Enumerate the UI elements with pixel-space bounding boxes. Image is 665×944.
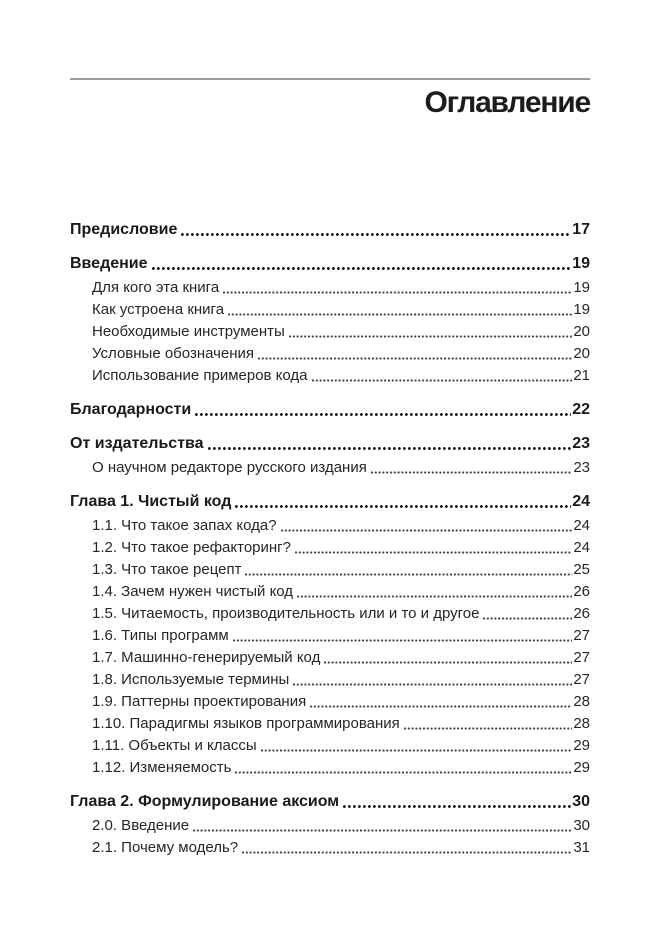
toc-entry-page: 19 [573,301,590,318]
toc-entry [70,668,590,690]
toc-entry-label: 1.11. Объекты и классы [92,737,257,754]
toc-leader-dots [295,551,572,554]
toc-leader-dots [371,471,572,474]
toc-leader-dots [258,357,572,360]
toc-entry [70,364,590,386]
toc-leader-dots [297,595,572,598]
toc-entry [70,320,590,342]
toc-entry [70,276,590,298]
toc-entry-label: 1.12. Изменяемость [92,759,232,776]
toc-entry-page: 28 [573,693,590,710]
toc-entry-label: Введение [70,255,148,272]
toc-list [70,218,590,858]
toc-leader-dots [324,661,572,664]
toc-entry [70,624,590,646]
toc-entry-page: 30 [572,793,590,810]
toc-leader-dots [228,313,572,316]
toc-entry-page: 28 [573,715,590,732]
toc-entry-label: 1.8. Используемые термины [92,671,290,688]
toc-leader-dots [235,771,572,774]
toc-entry-label: Предисловие [70,221,178,238]
toc-entry-label: 1.1. Что такое запах кода? [92,517,277,534]
toc-entry-page: 24 [573,539,590,556]
toc-entry-page: 20 [573,345,590,362]
toc-entry-page: 31 [573,839,590,856]
toc-entry-label: 2.1. Почему модель? [92,839,239,856]
toc-entry-page: 29 [573,759,590,776]
toc-entry [70,790,590,812]
toc-entry-page: 24 [573,517,590,534]
toc-entry [70,536,590,558]
toc-leader-dots [289,335,572,338]
toc-entry-page: 19 [572,255,590,272]
toc-entry-label: От издательства [70,435,204,452]
toc-entry-page: 23 [573,459,590,476]
toc-entry-page: 30 [573,817,590,834]
toc-entry [70,218,590,240]
toc-entry-label: 1.7. Машинно-генерируемый код [92,649,321,666]
toc-entry [70,252,590,274]
header-rule [70,78,590,80]
toc-entry [70,602,590,624]
toc-entry-label: Условные обозначения [92,345,255,362]
toc-entry-page: 27 [573,627,590,644]
toc-entry-page: 21 [573,367,590,384]
toc-leader-dots [245,573,572,576]
toc-entry-label: Глава 1. Чистый код [70,493,232,510]
toc-entry-label: О научном редакторе русского издания [92,459,367,476]
toc-entry-page: 24 [572,493,590,510]
toc-entry-label: 1.5. Читаемость, производительность или и то и другое [92,605,480,622]
toc-leader-dots [181,233,571,236]
toc-entry [70,712,590,734]
toc-leader-dots [293,683,572,686]
toc-entry-page: 17 [572,221,590,238]
toc-entry [70,814,590,836]
toc-entry [70,756,590,778]
toc-entry-page: 26 [573,605,590,622]
toc-entry-label: Для кого эта книга [92,279,220,296]
toc-entry-label: 1.9. Паттерны проектирования [92,693,307,710]
toc-leader-dots [483,617,572,620]
toc-entry-label: Необходимые инструменты [92,323,285,340]
toc-entry-label: Глава 2. Формулирование аксиом [70,793,340,810]
toc-entry-label: 1.3. Что такое рецепт [92,561,242,578]
toc-leader-dots [242,851,572,854]
toc-leader-dots [281,529,573,532]
toc-entry [70,342,590,364]
toc-leader-dots [193,829,572,832]
toc-entry-label: 1.10. Парадигмы языков программирования [92,715,400,732]
toc-entry-page: 26 [573,583,590,600]
toc-leader-dots [235,505,571,508]
toc-entry [70,580,590,602]
toc-entry [70,298,590,320]
page-title: Оглавление [424,86,590,119]
toc-entry-page: 25 [573,561,590,578]
toc-entry-label: 2.0. Введение [92,817,190,834]
toc-entry [70,398,590,420]
toc-entry-page: 23 [572,435,590,452]
toc-entry-page: 22 [572,401,590,418]
toc-leader-dots [233,639,573,642]
toc-entry-label: Благодарности [70,401,192,418]
toc-entry [70,646,590,668]
toc-entry [70,514,590,536]
toc-leader-dots [208,447,572,450]
toc-leader-dots [312,379,573,382]
toc-leader-dots [152,267,572,270]
toc-entry [70,836,590,858]
toc-entry-label: 1.6. Типы программ [92,627,229,644]
toc-leader-dots [310,705,572,708]
toc-leader-dots [223,291,572,294]
toc-entry [70,432,590,454]
toc-entry-label: Как устроена книга [92,301,225,318]
toc-leader-dots [343,805,571,808]
toc-leader-dots [404,727,573,730]
toc-entry-page: 19 [573,279,590,296]
toc-entry [70,490,590,512]
toc-entry [70,456,590,478]
toc-entry-label: 1.2. Что такое рефакторинг? [92,539,291,556]
toc-entry-page: 20 [573,323,590,340]
toc-entry [70,690,590,712]
toc-entry-label: 1.4. Зачем нужен чистый код [92,583,294,600]
toc-entry [70,558,590,580]
toc-entry-page: 27 [573,649,590,666]
toc-entry [70,734,590,756]
toc-leader-dots [261,749,573,752]
toc-leader-dots [195,413,571,416]
toc-entry-page: 27 [573,671,590,688]
toc-entry-page: 29 [573,737,590,754]
toc-entry-label: Использование примеров кода [92,367,308,384]
